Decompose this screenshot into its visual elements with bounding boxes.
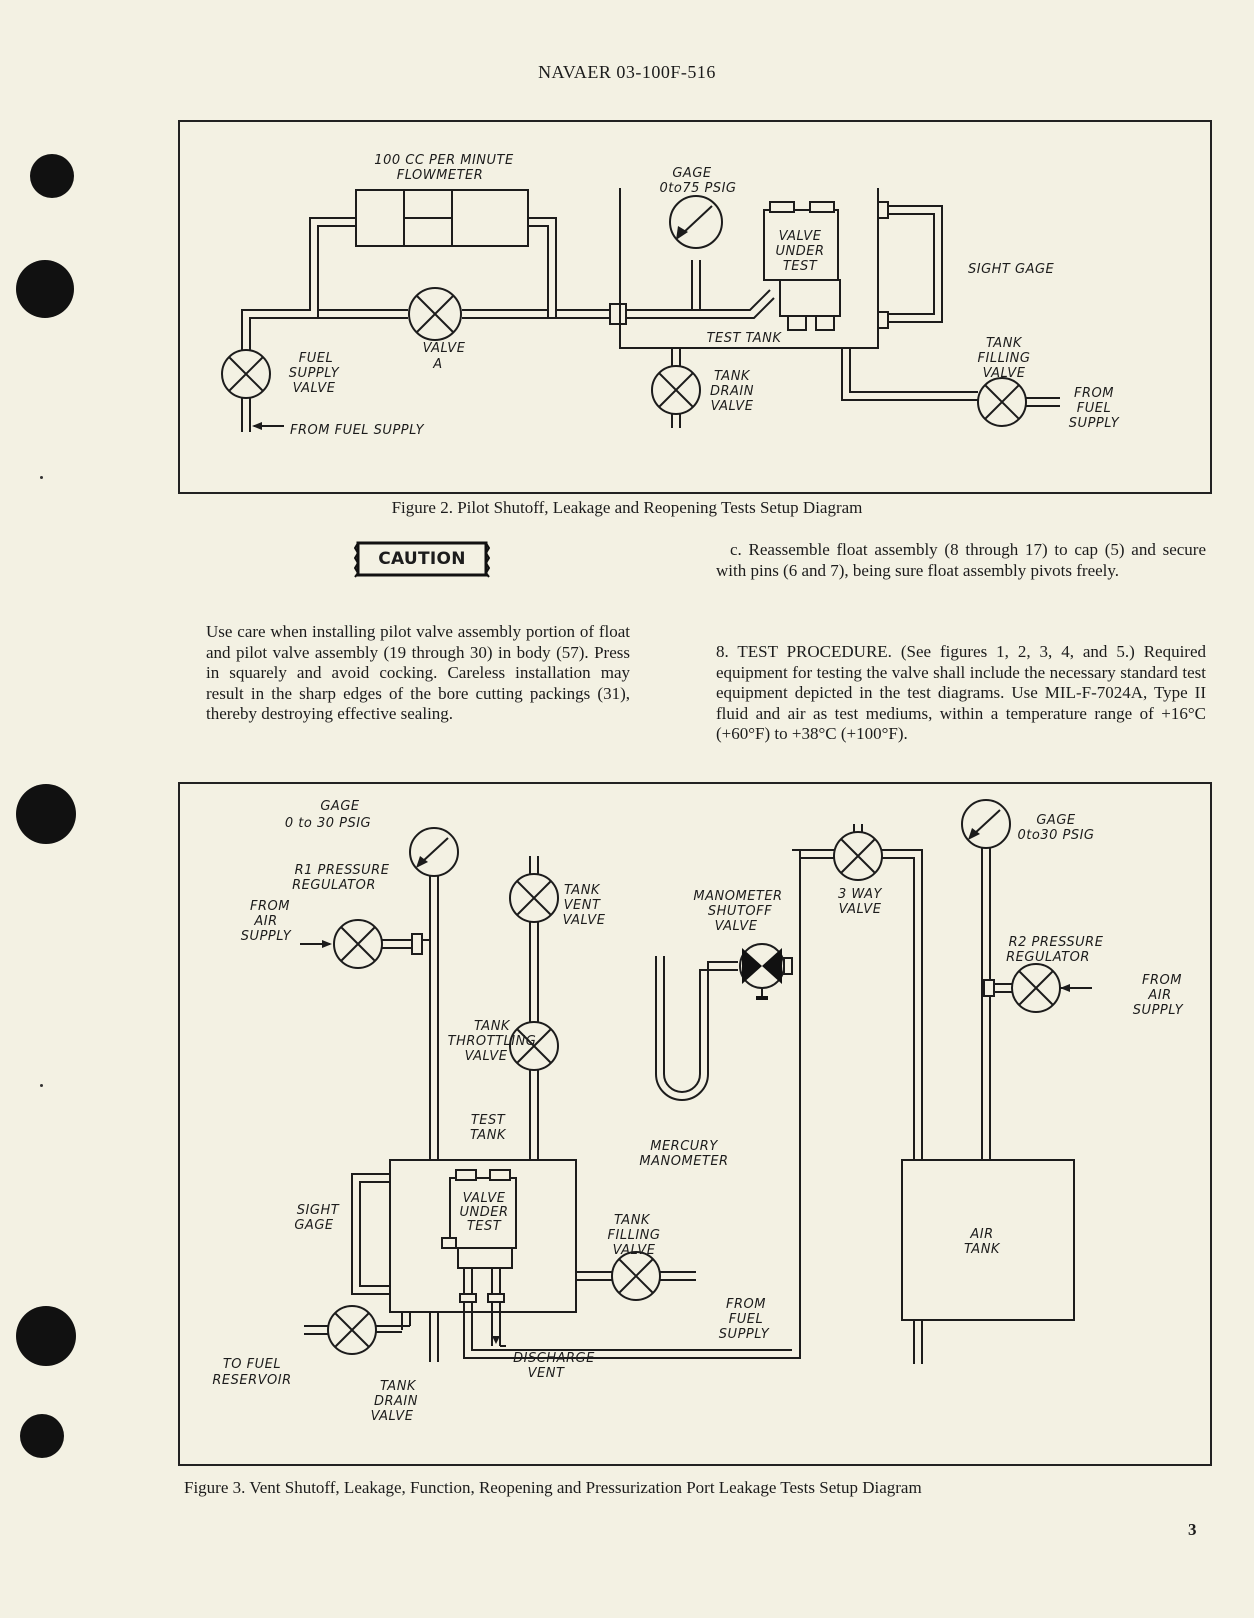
- fuel-supply-valve-label: VALVE: [292, 381, 336, 396]
- test-procedure: [716, 642, 1206, 745]
- binder-hole: [30, 154, 74, 198]
- tank-throttling-valve-label: THROTTLING: [447, 1034, 537, 1049]
- caution-text: Use care when installing pilot valve assembly portion of float and pilot valve assembly (19 through 30) in body (57). Press in squarely and avoid cocking. Careless installation may result in the sharp edges of the bore cutting packings (31), thereby destroying effective sealing.: [206, 622, 630, 723]
- tank-drain-valve-label: VALVE: [370, 1409, 414, 1424]
- manometer-shutoff-valve-label: MANOMETER: [693, 889, 783, 904]
- tank-filling-valve-label: FILLING: [977, 351, 1031, 366]
- from-fuel-supply-label: FROM: [1074, 386, 1114, 401]
- from-fuel-supply-label: SUPPLY: [1068, 416, 1120, 431]
- tank-filling-valve-label: VALVE: [612, 1243, 656, 1258]
- tank-vent-valve-label: TANK: [564, 883, 600, 898]
- tank-throttling-valve-label: TANK: [474, 1019, 510, 1034]
- from-fuel-supply-label: SUPPLY: [718, 1327, 770, 1342]
- valve-under-test-label: TEST: [466, 1219, 502, 1234]
- sight-gage-label: SIGHT: [296, 1203, 340, 1218]
- discharge-vent-label: VENT: [527, 1366, 565, 1381]
- step-c-text: c. Reassemble float assembly (8 through 17) to cap (5) and secure with pins (6 and 7), being sure float assembly pivots freely.: [716, 540, 1206, 580]
- test-procedure-text: (See figures 1, 2, 3, 4, and 5.) Required equipment for testing the valve shall include the necessary standard test equipment depicted in the test diagrams. Use MIL-F-7024A, Type II fluid and air as test mediums, within a temperature range of +16°C (+60°F) to +38°C (+100°F).: [716, 642, 1207, 743]
- r1-regulator-label: R1 PRESSURE: [294, 863, 390, 878]
- valve-a-label: A: [433, 357, 443, 372]
- fuel-supply-valve-label: FUEL: [298, 351, 334, 366]
- manometer-shutoff-valve-label: SHUTOFF: [707, 904, 773, 919]
- discharge-vent-label: DISCHARGE: [513, 1351, 595, 1366]
- r2-regulator-label: REGULATOR: [1006, 950, 1090, 965]
- flowmeter-label: FLOWMETER: [396, 168, 484, 183]
- to-fuel-reservoir-label: RESERVOIR: [212, 1373, 292, 1388]
- air-tank-label: TANK: [964, 1242, 1000, 1257]
- r1-regulator-label: REGULATOR: [292, 878, 376, 893]
- speck: [40, 1084, 43, 1087]
- page-number: 3: [1188, 1520, 1197, 1539]
- r2-regulator-label: R2 PRESSURE: [1008, 935, 1104, 950]
- valve-under-test-label: UNDER: [775, 244, 825, 259]
- speck: [40, 476, 43, 479]
- from-fuel-supply-label: FROM FUEL SUPPLY: [290, 423, 425, 438]
- tank-filling-valve-label: FILLING: [607, 1228, 661, 1243]
- sight-gage-label: GAGE: [294, 1218, 334, 1233]
- figure-2-diagram: [178, 120, 1212, 494]
- mercury-manometer-label: MANOMETER: [639, 1154, 729, 1169]
- from-fuel-supply-label: FUEL: [728, 1312, 764, 1327]
- tank-drain-valve-label: VALVE: [710, 399, 754, 414]
- gage-label: 0 to 30 PSIG: [284, 816, 372, 831]
- figure-3-diagram: [178, 782, 1212, 1466]
- air-tank-label: AIR: [970, 1227, 994, 1242]
- binder-hole: [16, 260, 74, 318]
- figure-2-caption: Figure 2. Pilot Shutoff, Leakage and Reopening Tests Setup Diagram: [391, 498, 863, 517]
- to-fuel-reservoir-label: TO FUEL: [222, 1357, 282, 1372]
- gage-label: GAGE: [320, 799, 360, 814]
- flowmeter-label: 100 CC PER MINUTE: [374, 153, 514, 168]
- valve-under-test-label: VALVE: [462, 1191, 506, 1206]
- caution-label: CAUTION: [378, 549, 466, 569]
- gage-label: GAGE: [1036, 813, 1076, 828]
- document-number: NAVAER 03-100F-516: [538, 62, 716, 82]
- test-tank-label: TANK: [470, 1128, 506, 1143]
- from-fuel-supply-label: FUEL: [1076, 401, 1112, 416]
- gage-label: 0to30 PSIG: [1017, 828, 1095, 843]
- three-way-valve-label: 3 WAY: [838, 887, 882, 902]
- fuel-supply-valve-label: SUPPLY: [288, 366, 340, 381]
- from-fuel-supply-label: FROM: [726, 1297, 766, 1312]
- binder-hole: [20, 1414, 64, 1458]
- test-procedure-heading: 8. TEST PROCEDURE.: [716, 642, 892, 661]
- from-air-supply-label: FROM: [1142, 973, 1182, 988]
- tank-vent-valve-label: VALVE: [562, 913, 606, 928]
- manometer-shutoff-valve-label: VALVE: [714, 919, 758, 934]
- three-way-valve-label: VALVE: [838, 902, 882, 917]
- tank-drain-valve-label: TANK: [380, 1379, 416, 1394]
- valve-a-label: VALVE: [422, 341, 466, 356]
- figure-3-caption: Figure 3. Vent Shutoff, Leakage, Function, Reopening and Pressurization Port Leakage Tests Setup Diagram: [184, 1478, 922, 1497]
- tank-filling-valve-label: TANK: [614, 1213, 650, 1228]
- from-air-supply-label: FROM: [250, 899, 290, 914]
- tank-throttling-valve-label: VALVE: [464, 1049, 508, 1064]
- caution-banner: [354, 540, 490, 578]
- gage-label: 0to75 PSIG: [659, 181, 737, 196]
- from-air-supply-label: SUPPLY: [1132, 1003, 1184, 1018]
- from-air-supply-label: SUPPLY: [240, 929, 292, 944]
- from-air-supply-label: AIR: [254, 914, 278, 929]
- binder-hole: [16, 784, 76, 844]
- tank-filling-valve-label: TANK: [986, 336, 1022, 351]
- test-tank-label: TEST: [470, 1113, 506, 1128]
- tank-drain-valve-label: DRAIN: [710, 384, 754, 399]
- tank-drain-valve-label: TANK: [714, 369, 750, 384]
- sight-gage-label: SIGHT GAGE: [968, 262, 1055, 277]
- tank-vent-valve-label: VENT: [563, 898, 601, 913]
- mercury-manometer-label: MERCURY: [650, 1139, 718, 1154]
- valve-under-test-label: UNDER: [459, 1205, 509, 1220]
- valve-under-test-label: TEST: [782, 259, 818, 274]
- binder-hole: [16, 1306, 76, 1366]
- from-air-supply-label: AIR: [1148, 988, 1172, 1003]
- tank-filling-valve-label: VALVE: [982, 366, 1026, 381]
- gage-label: GAGE: [672, 166, 712, 181]
- tank-drain-valve-label: DRAIN: [374, 1394, 418, 1409]
- valve-under-test-label: VALVE: [778, 229, 822, 244]
- test-tank-label: TEST TANK: [706, 331, 782, 346]
